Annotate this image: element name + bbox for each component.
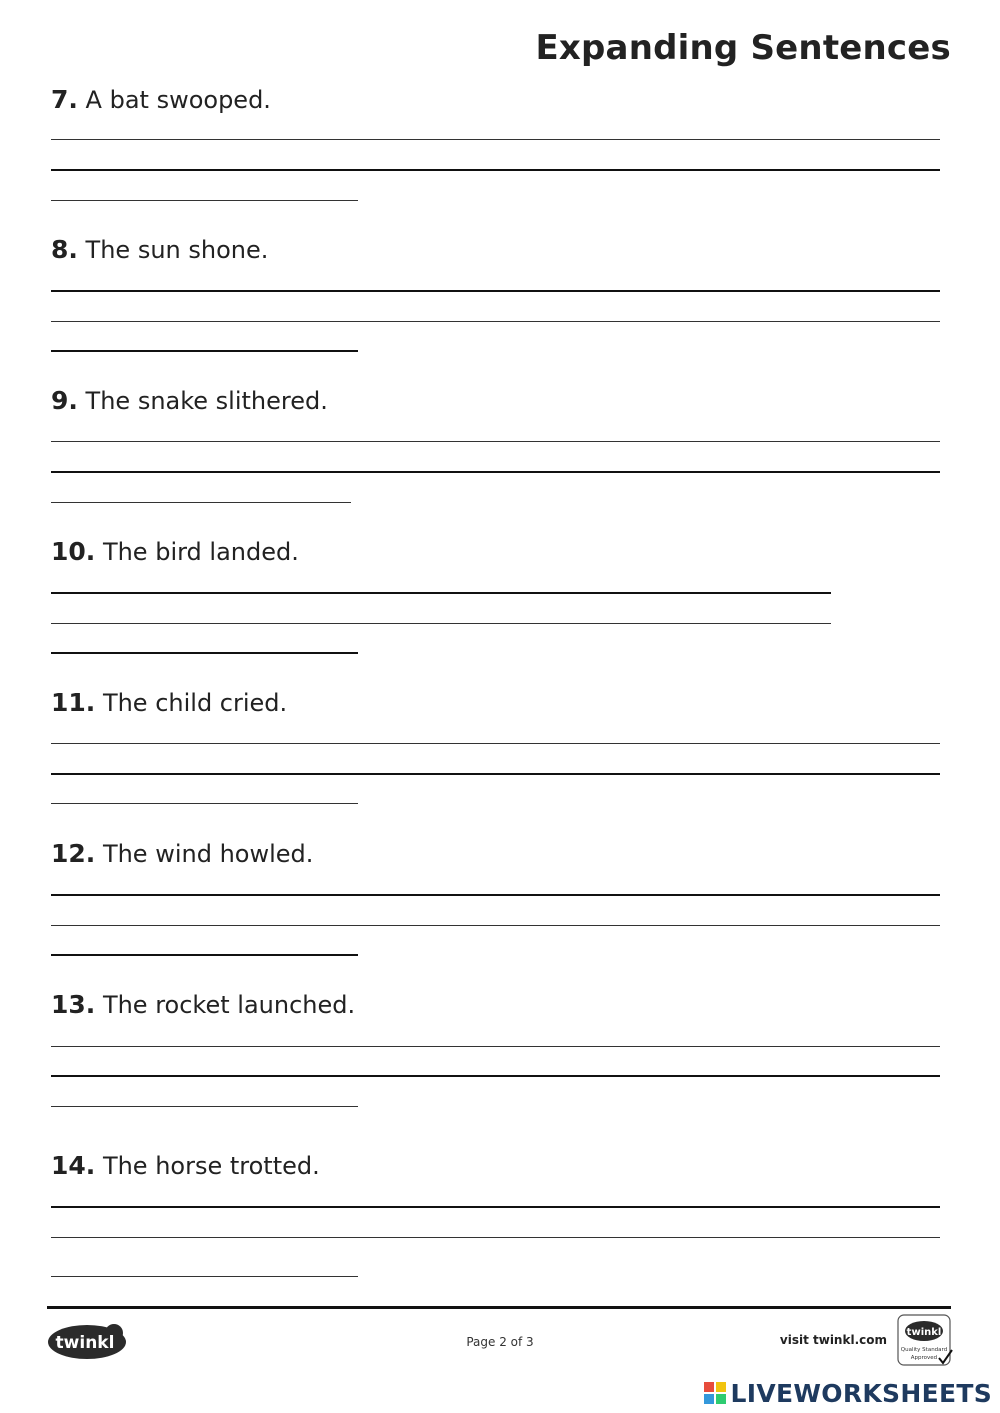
page-title: Expanding Sentences [535, 28, 951, 68]
answer-line[interactable] [51, 954, 358, 956]
answer-line[interactable] [51, 623, 831, 624]
answer-line[interactable] [51, 803, 358, 804]
answer-line[interactable] [51, 139, 940, 140]
answer-line[interactable] [51, 321, 940, 322]
question-item [0, 688, 1000, 838]
visit-link[interactable]: visit twinkl.com [779, 1333, 887, 1347]
question-item [0, 386, 1000, 536]
answer-line[interactable] [51, 441, 940, 442]
footer-divider [47, 1306, 951, 1309]
quality-badge-line1: Quality Standard [900, 1347, 948, 1353]
question-number: 7. [51, 85, 78, 114]
question-prompt [51, 839, 313, 869]
question-sentence: The sun shone. [85, 236, 269, 264]
answer-line[interactable] [51, 1276, 358, 1277]
question-prompt [51, 85, 271, 115]
page-number: Page 2 of 3 [466, 1335, 534, 1349]
liveworksheets-text: LIVEWORKSHEETS [730, 1378, 992, 1408]
question-prompt [51, 688, 287, 718]
answer-line[interactable] [51, 350, 358, 352]
question-item [0, 537, 1000, 687]
question-number: 12. [51, 839, 96, 868]
question-sentence: The child cried. [102, 689, 288, 717]
answer-line[interactable] [51, 1106, 358, 1107]
question-sentence: The snake slithered. [85, 387, 328, 415]
answer-line[interactable] [51, 1237, 940, 1238]
answer-line[interactable] [51, 290, 940, 292]
answer-line[interactable] [51, 652, 358, 654]
question-number: 14. [51, 1151, 96, 1180]
answer-line[interactable] [51, 925, 940, 926]
quality-badge-brand: twinkl [906, 1327, 942, 1338]
question-sentence: The horse trotted. [102, 1152, 320, 1180]
question-item [0, 1151, 1000, 1301]
question-number: 13. [51, 990, 96, 1019]
answer-line[interactable] [51, 1075, 940, 1077]
question-item [0, 990, 1000, 1140]
liveworksheets-watermark[interactable] [703, 1378, 992, 1408]
answer-line[interactable] [51, 200, 358, 201]
question-prompt [51, 537, 299, 567]
answer-line[interactable] [51, 502, 351, 503]
quality-badge [897, 1314, 953, 1368]
question-prompt [51, 1151, 320, 1181]
question-sentence: A bat swooped. [85, 86, 271, 114]
answer-line[interactable] [51, 894, 940, 896]
question-number: 9. [51, 386, 78, 415]
question-prompt [51, 235, 268, 265]
answer-line[interactable] [51, 743, 940, 744]
question-item [0, 839, 1000, 989]
answer-line[interactable] [51, 169, 940, 171]
question-sentence: The wind howled. [102, 840, 314, 868]
answer-line[interactable] [51, 471, 940, 473]
liveworksheets-logo-icon [703, 1381, 727, 1405]
quality-badge-line2: Approved [910, 1355, 938, 1361]
question-number: 10. [51, 537, 96, 566]
question-sentence: The bird landed. [102, 538, 299, 566]
question-number: 8. [51, 235, 78, 264]
question-number: 11. [51, 688, 96, 717]
question-sentence: The rocket launched. [102, 991, 356, 1019]
question-prompt [51, 386, 328, 416]
twinkl-logo-text: twinkl [55, 1333, 115, 1353]
answer-line[interactable] [51, 1206, 940, 1208]
answer-line[interactable] [51, 773, 940, 775]
answer-line[interactable] [51, 1046, 940, 1047]
question-item [0, 235, 1000, 385]
answer-line[interactable] [51, 592, 831, 594]
question-item [0, 85, 1000, 235]
question-prompt [51, 990, 355, 1020]
